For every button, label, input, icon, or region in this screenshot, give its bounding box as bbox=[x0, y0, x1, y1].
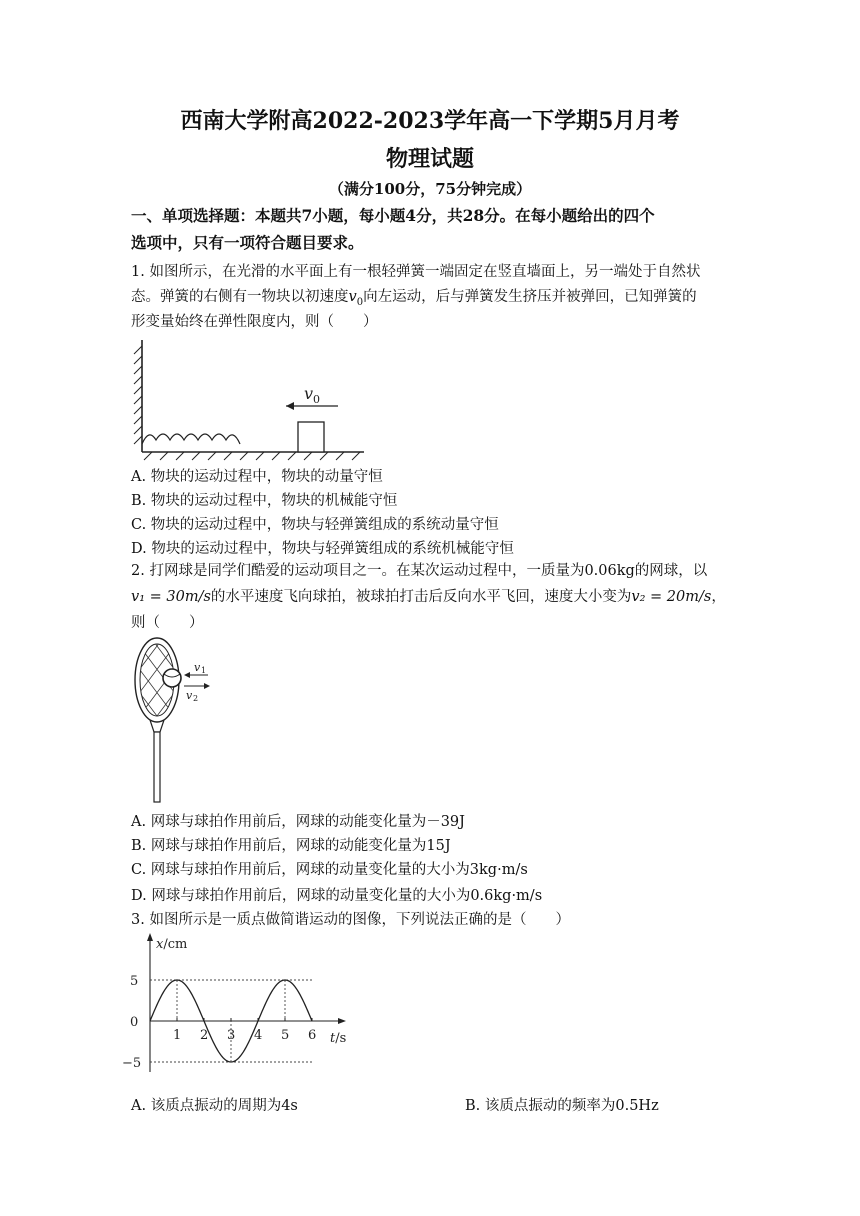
q1-option-c[interactable]: C. 物块的运动过程中，物块与轻弹簧组成的系统动量守恒 bbox=[131, 517, 499, 533]
q2-option-a[interactable]: A. 网球与球拍作用前后，网球的动能变化量为－39J bbox=[131, 814, 465, 830]
q3-option-b[interactable]: B. 该质点振动的频率为0.5Hz bbox=[465, 1098, 659, 1114]
spring-coil bbox=[142, 434, 240, 444]
q2-option-d[interactable]: D. 网球与球拍作用前后，网球的动量变化量的大小为0.6kg·m/s bbox=[131, 888, 543, 904]
q2-text-line3: 则（ ） bbox=[131, 615, 204, 631]
svg-text:0: 0 bbox=[313, 393, 320, 406]
q2-option-b[interactable]: B. 网球与球拍作用前后，网球的动能变化量为15J bbox=[131, 838, 451, 854]
svg-text:1: 1 bbox=[201, 666, 207, 675]
q2-v1-value: v₁ = 30m/s bbox=[131, 589, 211, 605]
x-tick-label: 4 bbox=[254, 1028, 263, 1043]
exam-title: 西南大学附高2022-2023学年高一下学期5月月考 bbox=[180, 108, 680, 134]
q1-text-line1: 1. 如图所示，在光滑的水平面上有一根轻弹簧一端固定在竖直墙面上，另一端处于自然状 bbox=[131, 264, 701, 280]
x-tick-label: 6 bbox=[308, 1028, 317, 1043]
tennis-ball bbox=[163, 669, 181, 687]
q2-text-line1: 2. 打网球是同学们酷爱的运动项目之一。在某次运动过程中，一质量为0.06kg的网球，以 bbox=[131, 563, 708, 579]
q1-v0-var: $v_0$ bbox=[348, 289, 364, 308]
x-axis-label: t/s bbox=[330, 1031, 347, 1046]
section-heading: 一、单项选择题：本题共7小题，每小题4分，共28分。在每小题给出的四个 bbox=[131, 206, 655, 225]
q1-text-line2: 态。弹簧的右侧有一物块以初速度$v_0$向左运动，后与弹簧发生挤压并被弹回，已知弹簧的 bbox=[131, 289, 697, 308]
q1-spring-block-figure bbox=[128, 336, 368, 460]
score-note: （满分100分，75分钟完成） bbox=[328, 180, 532, 198]
racket-handle bbox=[154, 732, 160, 802]
q3-text-line1: 3. 如图所示是一质点做简谐运动的图像，下列说法正确的是（ ） bbox=[131, 912, 570, 928]
block bbox=[298, 422, 324, 452]
x-tick-label: 5 bbox=[281, 1028, 290, 1043]
q1-option-a[interactable]: A. 物块的运动过程中，物块的动量守恒 bbox=[131, 469, 383, 485]
svg-text:2: 2 bbox=[193, 694, 199, 703]
q3-shm-chart bbox=[120, 930, 360, 1080]
q1-option-d[interactable]: D. 物块的运动过程中，物块与轻弹簧组成的系统机械能守恒 bbox=[131, 541, 514, 557]
x-tick-label: 2 bbox=[200, 1028, 209, 1043]
svg-text:v: v bbox=[304, 384, 314, 403]
y-tick-label: 0 bbox=[130, 1015, 139, 1030]
y-tick-label: 5 bbox=[130, 974, 139, 989]
y-tick-label: −5 bbox=[122, 1056, 142, 1071]
q2-racket-figure bbox=[132, 636, 222, 808]
q3-option-a[interactable]: A. 该质点振动的周期为4s bbox=[131, 1098, 298, 1114]
q2-text-line2: v₁ = 30m/s的水平速度飞向球拍，被球拍打击后反向水平飞回，速度大小变为v₂ = 20m/s， bbox=[131, 589, 726, 605]
q2-option-c[interactable]: C. 网球与球拍作用前后，网球的动量变化量的大小为3kg·m/s bbox=[131, 862, 528, 878]
subject-title: 物理试题 bbox=[385, 146, 474, 172]
x-tick-label: 1 bbox=[173, 1028, 182, 1043]
section-heading-cont: 选项中，只有一项符合题目要求。 bbox=[131, 233, 364, 252]
q1-option-b[interactable]: B. 物块的运动过程中，物块的机械能守恒 bbox=[131, 493, 398, 509]
svg-text:v: v bbox=[194, 661, 201, 674]
y-axis-label: x/cm bbox=[156, 937, 188, 952]
q2-v2-value: v₂ = 20m/s bbox=[631, 589, 712, 605]
x-tick-label: 3 bbox=[227, 1028, 236, 1043]
svg-text:v: v bbox=[186, 689, 193, 702]
q1-text-line3: 形变量始终在弹性限度内，则（ ） bbox=[131, 314, 378, 330]
